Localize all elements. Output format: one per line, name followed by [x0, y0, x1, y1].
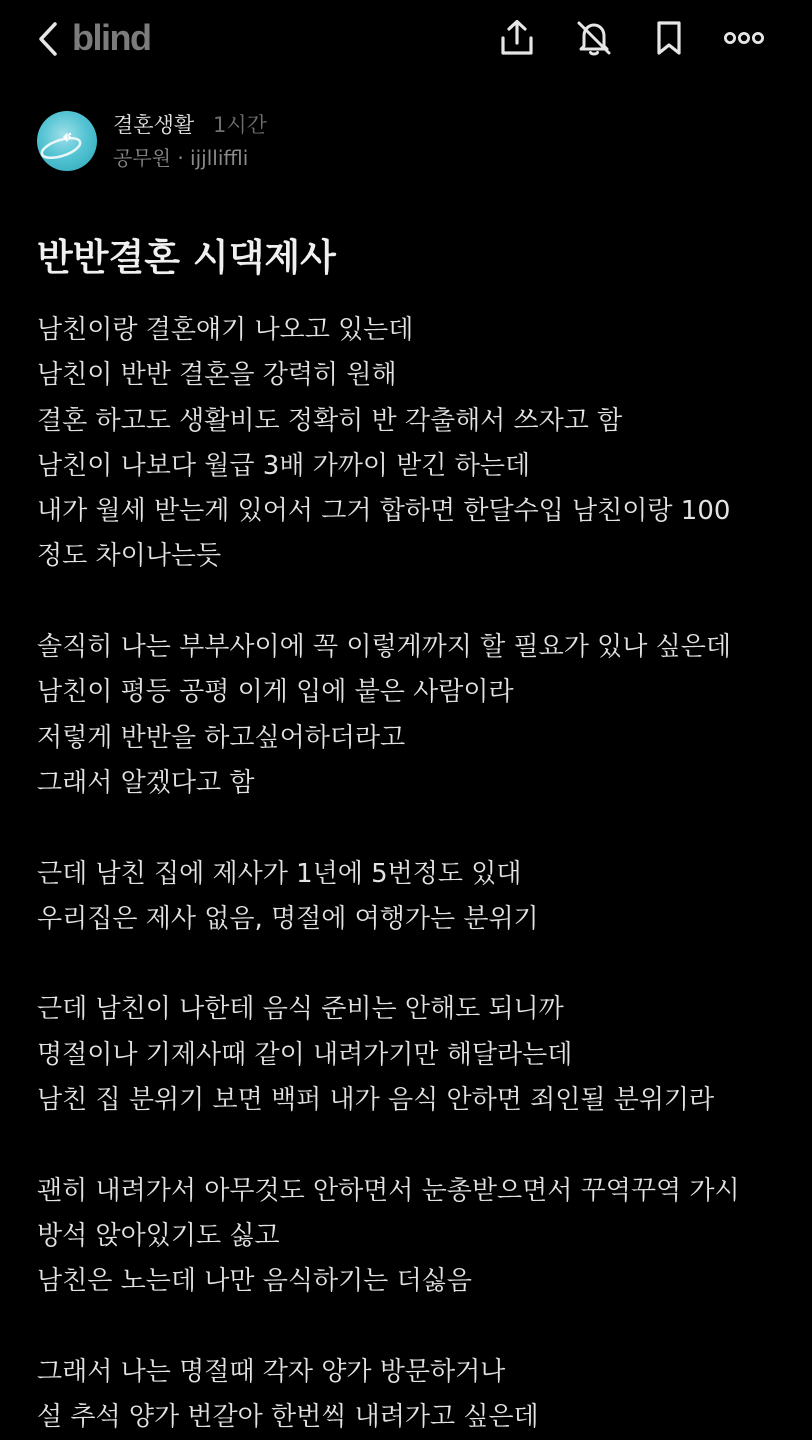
bookmark-icon [649, 18, 689, 58]
post-body-line: 남친이랑 결혼얘기 나오고 있는데 [37, 315, 414, 345]
post-body-line: 남친은 노는데 나만 음식하기는 더싫음 [37, 1266, 472, 1297]
post-body-line: 그래서 알겠다고 함 [37, 767, 255, 798]
post-blank-line [37, 942, 797, 987]
post-body-line: 방석 앉아있기도 싫고 [37, 1220, 280, 1251]
post-body-line: 우리집은 제사 없음, 명절에 여행가는 분위기 [37, 903, 539, 934]
post-body-line: 내가 월세 받는게 있어서 그거 합하면 한달수입 남친이랑 100 [37, 496, 731, 527]
post-body-line: 정도 차이나는듯 [37, 541, 222, 572]
bookmark-button[interactable] [645, 14, 693, 62]
more-icon [722, 18, 766, 58]
notifications-off-icon [574, 18, 614, 58]
community-avatar[interactable] [37, 111, 97, 171]
community-name[interactable]: 결혼생활 [113, 113, 195, 137]
blind-logo[interactable]: blind [72, 17, 151, 58]
post-body-line: 남친이 평등 공평 이게 입에 붙은 사람이라 [37, 677, 514, 708]
post-blank-line [37, 1305, 797, 1350]
post-time: 1시간 [213, 113, 267, 137]
post-author-header [37, 111, 777, 173]
post-body-line: 솔직히 나는 부부사이에 꼭 이렇게까지 할 필요가 있나 싶은데 [37, 632, 732, 663]
post-body-line: 근데 남친 집에 제사가 1년에 5번정도 있대 [37, 858, 522, 889]
author-company-and-username: 공무원 · ijjlliffli [113, 146, 249, 170]
more-options-button[interactable] [720, 14, 768, 62]
share-icon [497, 18, 537, 58]
share-button[interactable] [493, 14, 541, 62]
post-title: 반반결혼 시댁제사 [37, 236, 336, 279]
back-chevron-icon [37, 21, 59, 57]
post-body-line: 설 추석 양가 번갈아 한번씩 내려가고 싶은데 [37, 1402, 539, 1433]
post-body-line: 근데 남친이 나한테 음식 준비는 안해도 되니까 [37, 994, 564, 1025]
ring-image-icon [37, 111, 97, 171]
post-body [37, 308, 797, 1440]
post-blank-line [37, 806, 797, 851]
post-blank-line [37, 580, 797, 625]
post-body-line: 남친이 나보다 월급 3배 가까이 받긴 하는데 [37, 450, 531, 481]
notification-toggle-button[interactable] [570, 14, 618, 62]
post-body-line: 결혼 하고도 생활비도 정확히 반 각출해서 쓰자고 함 [37, 405, 623, 436]
post-body-line: 남친 집 분위기 보면 백퍼 내가 음식 안하면 죄인될 분위기라 [37, 1085, 715, 1116]
post-body-line: 괜히 내려가서 아무것도 안하면서 눈총받으면서 꾸역꾸역 가시 [37, 1175, 740, 1206]
post-body-line: 명절이나 기제사때 같이 내려가기만 해달라는데 [37, 1039, 573, 1070]
top-navigation-bar [0, 0, 812, 80]
post-body-line: 남친이 반반 결혼을 강력히 원해 [37, 360, 397, 391]
post-body-line: 그래서 나는 명절때 각자 양가 방문하거나 [37, 1356, 506, 1387]
post-body-line: 저렇게 반반을 하고싶어하더라고 [37, 722, 406, 753]
back-button[interactable] [30, 18, 66, 60]
post-blank-line [37, 1123, 797, 1168]
